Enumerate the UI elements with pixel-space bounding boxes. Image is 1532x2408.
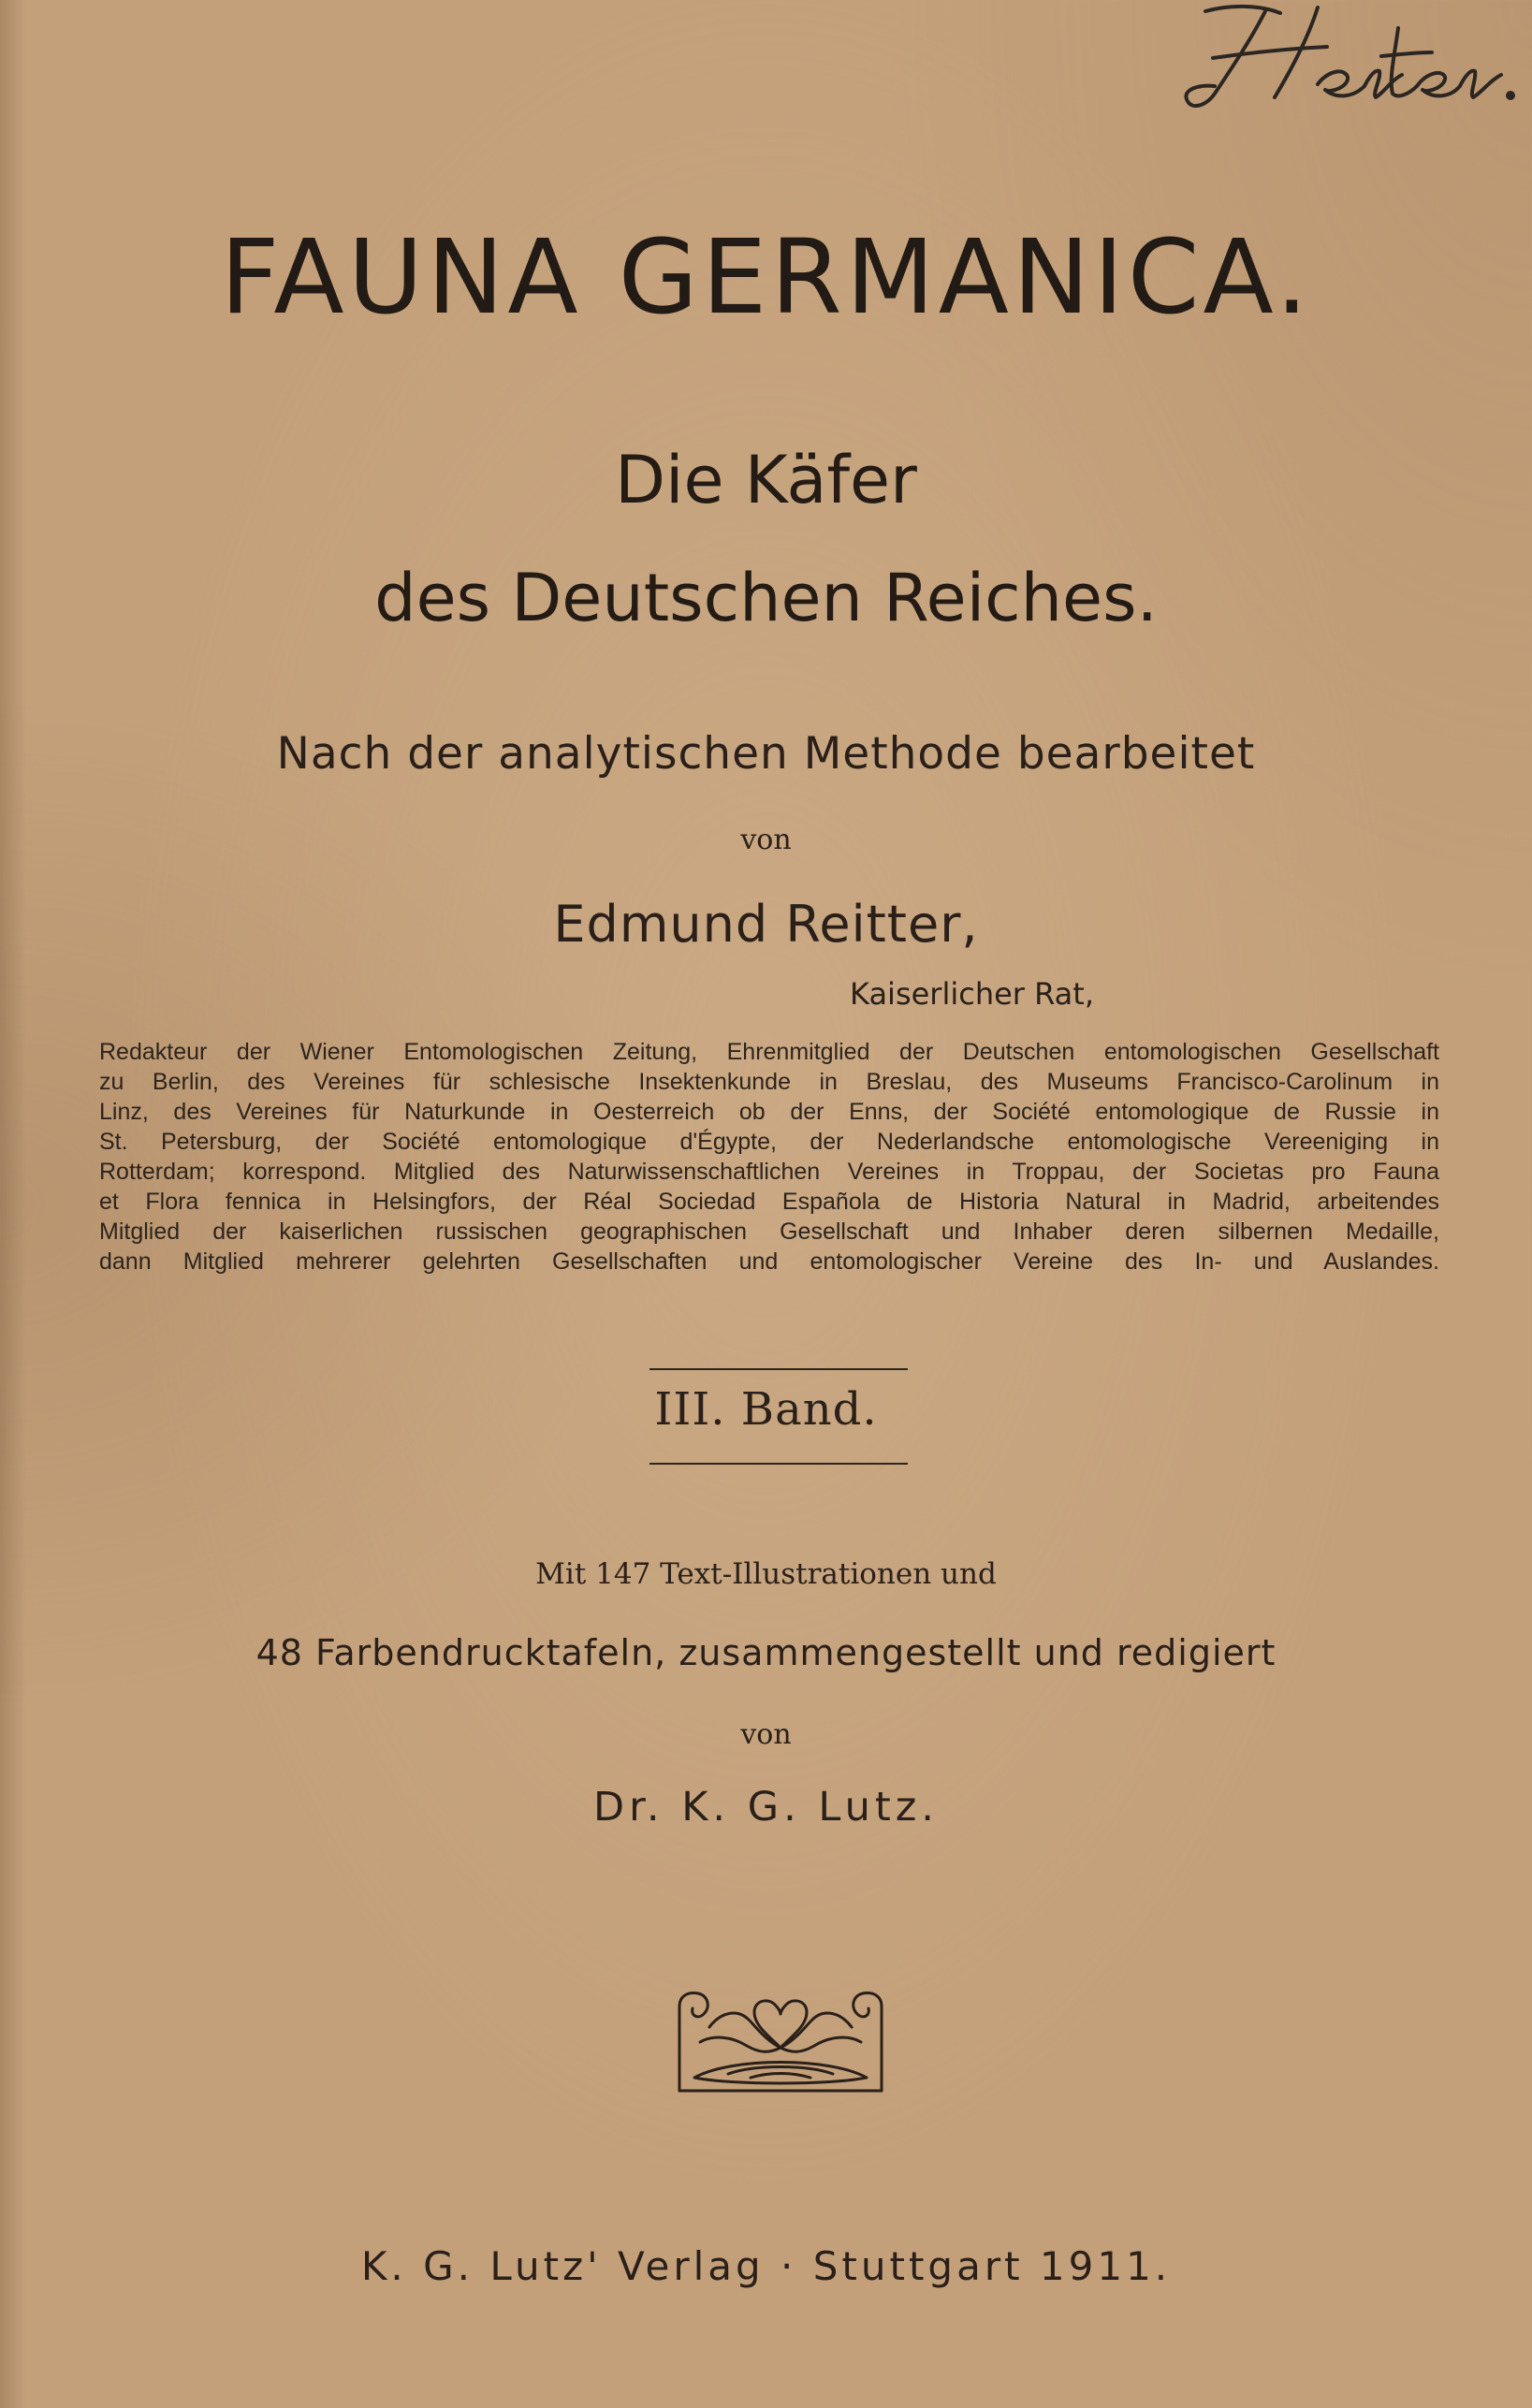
divider-bottom (649, 1463, 908, 1465)
author-rank: Kaiserlicher Rat, (850, 976, 1094, 1012)
editor-name: Dr. K. G. Lutz. (593, 1784, 939, 1831)
credentials-line: zu Berlin, des Vereines für schlesische Insektenkunde in Breslau, des Museums Francisco-Carolinum in (99, 1069, 1439, 1095)
subtitle-line-2: des Deutschen Reiches. (374, 560, 1158, 636)
volume-number: III. Band. (654, 1383, 878, 1436)
method-statement: Nach der analytischen Methode bearbeitet (276, 728, 1256, 780)
publisher-imprint: K. G. Lutz' Verlag · Stuttgart 1911. (360, 2243, 1172, 2289)
art-nouveau-heart-ornament-icon (676, 1988, 885, 2094)
divider-top (649, 1368, 908, 1370)
handwritten-signature (1177, 0, 1524, 122)
credentials-line: Rotterdam; korrespond. Mitglied des Naturwissenschaftlichen Vereines in Troppau, der Societas pro Fauna (99, 1159, 1439, 1185)
credentials-line: St. Petersburg, der Société entomologique d'Égypte, der Nederlandsche entomologische Vereeniging in (99, 1129, 1439, 1155)
page-edge-shadow (0, 0, 26, 2408)
von-author: von (740, 824, 792, 856)
credentials-line: Mitglied der kaiserlichen russischen geographischen Gesellschaft und Inhaber deren silbernen Medaille, (99, 1219, 1439, 1245)
von-editor: von (740, 1718, 792, 1751)
illustrations-line-1: Mit 147 Text-Illustrationen und (535, 1557, 997, 1591)
credentials-line: Linz, des Vereines für Naturkunde in Oesterreich ob der Enns, der Société entomologique de Russie in (99, 1099, 1439, 1125)
credentials-line: dann Mitglied mehrerer gelehrten Gesellschaften und entomologischer Vereine des In- und Auslandes. (99, 1248, 1439, 1275)
author-credentials (99, 1037, 1439, 1277)
credentials-line: Redakteur der Wiener Entomologischen Zeitung, Ehrenmitglied der Deutschen entomologischen Gesellschaft (99, 1039, 1439, 1065)
subtitle-line-1: Die Käfer (615, 442, 917, 518)
credentials-line: et Flora fennica in Helsingfors, der Réal Sociedad Española de Historia Natural in Madrid, arbeitendes (99, 1189, 1439, 1215)
illustrations-line-2: 48 Farbendrucktafeln, zusammengestellt und redigiert (255, 1632, 1277, 1673)
author-name: Edmund Reitter, (553, 895, 979, 954)
book-title: FAUNA GERMANICA. (220, 217, 1312, 337)
